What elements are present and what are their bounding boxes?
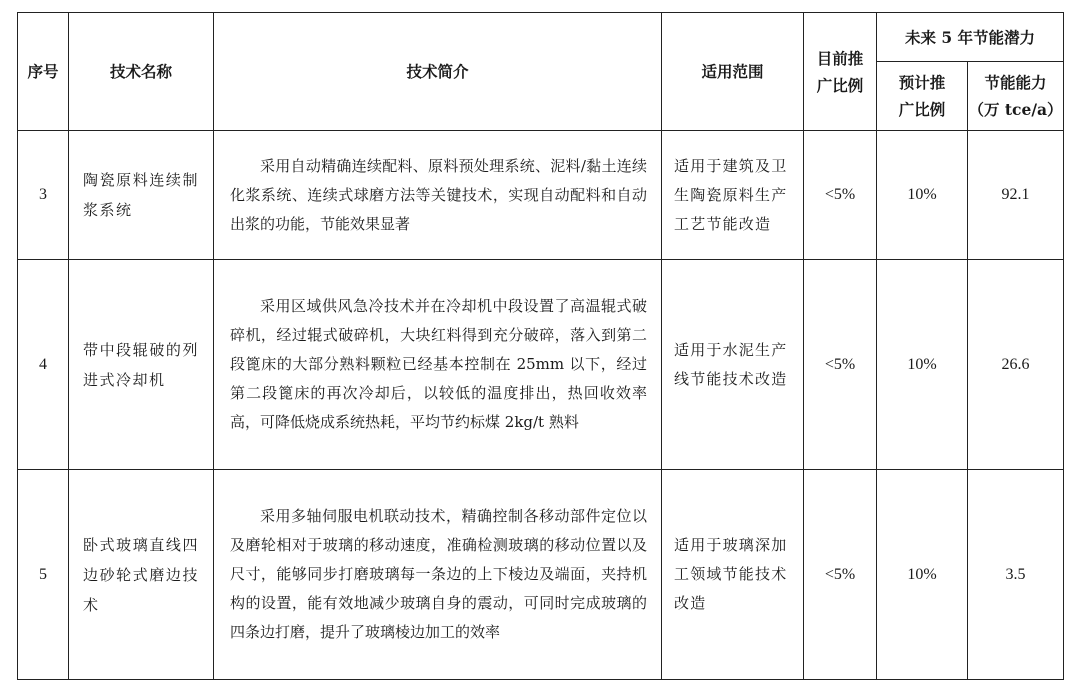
header-seq: 序号 (18, 13, 69, 131)
header-future-potential: 未来 5 年节能潜力 (877, 13, 1064, 62)
row-seq: 4 (18, 260, 69, 470)
header-row-1 (18, 13, 1064, 62)
table-row (18, 260, 1064, 470)
row-scope: 适用于水泥生产线节能技术改造 (662, 260, 804, 470)
row-capacity: 26.6 (968, 260, 1064, 470)
document-page (17, 12, 1064, 680)
row-scope: 适用于建筑及卫生陶瓷原料生产工艺节能改造 (662, 131, 804, 260)
row-seq: 3 (18, 131, 69, 260)
row-seq: 5 (18, 470, 69, 680)
row-expected-ratio: 10% (877, 131, 968, 260)
row-expected-ratio: 10% (877, 470, 968, 680)
header-desc: 技术简介 (214, 13, 662, 131)
header-current-ratio: 目前推广比例 (804, 13, 877, 131)
header-capacity-label: 节能能力 (984, 73, 1047, 92)
header-capacity-unit: （万 tce/a） (968, 100, 1063, 119)
header-name: 技术名称 (69, 13, 214, 131)
row-tech-name: 卧式玻璃直线四边砂轮式磨边技术 (69, 470, 214, 680)
row-description-text: 采用区域供风急冷技术并在冷却机中段设置了高温辊式破碎机，经过辊式破碎机，大块红料得到充分破碎，落入到第二段篦床的大部分熟料颗粒已经基本控制在 25mm 以下，经过第二段篦床的再次冷却后，以较低的温度排出，热回收效率高，可降低烧成系统热耗，平均节约标煤 2kg/t 熟料 (230, 297, 647, 431)
header-scope: 适用范围 (662, 13, 804, 131)
row-current-ratio: <5% (804, 470, 877, 680)
row-current-ratio: <5% (804, 260, 877, 470)
row-description (214, 470, 662, 680)
table-row (18, 131, 1064, 260)
row-current-ratio: <5% (804, 131, 877, 260)
row-description-text: 采用多轴伺服电机联动技术，精确控制各移动部件定位以及磨轮相对于玻璃的移动速度，准确检测玻璃的移动位置以及尺寸，能够同步打磨玻璃每一条边的上下棱边及端面，夹持机构的设置，能有效地减少玻璃自身的震动，可同时完成玻璃的四条边打磨，提升了玻璃棱边加工的效率 (230, 507, 647, 641)
row-description (214, 260, 662, 470)
row-capacity: 92.1 (968, 131, 1064, 260)
row-description (214, 131, 662, 260)
row-tech-name: 带中段辊破的列进式冷却机 (69, 260, 214, 470)
row-tech-name: 陶瓷原料连续制浆系统 (69, 131, 214, 260)
row-capacity: 3.5 (968, 470, 1064, 680)
header-expected-ratio: 预计推广比例 (877, 62, 968, 131)
energy-saving-technology-table (17, 12, 1064, 680)
header-capacity (968, 62, 1064, 131)
table-row (18, 470, 1064, 680)
row-description-text: 采用自动精确连续配料、原料预处理系统、泥料/黏土连续化浆系统、连续式球磨方法等关键技术，实现自动配料和自动出浆的功能，节能效果显著 (230, 156, 647, 233)
row-expected-ratio: 10% (877, 260, 968, 470)
row-scope: 适用于玻璃深加工领域节能技术改造 (662, 470, 804, 680)
